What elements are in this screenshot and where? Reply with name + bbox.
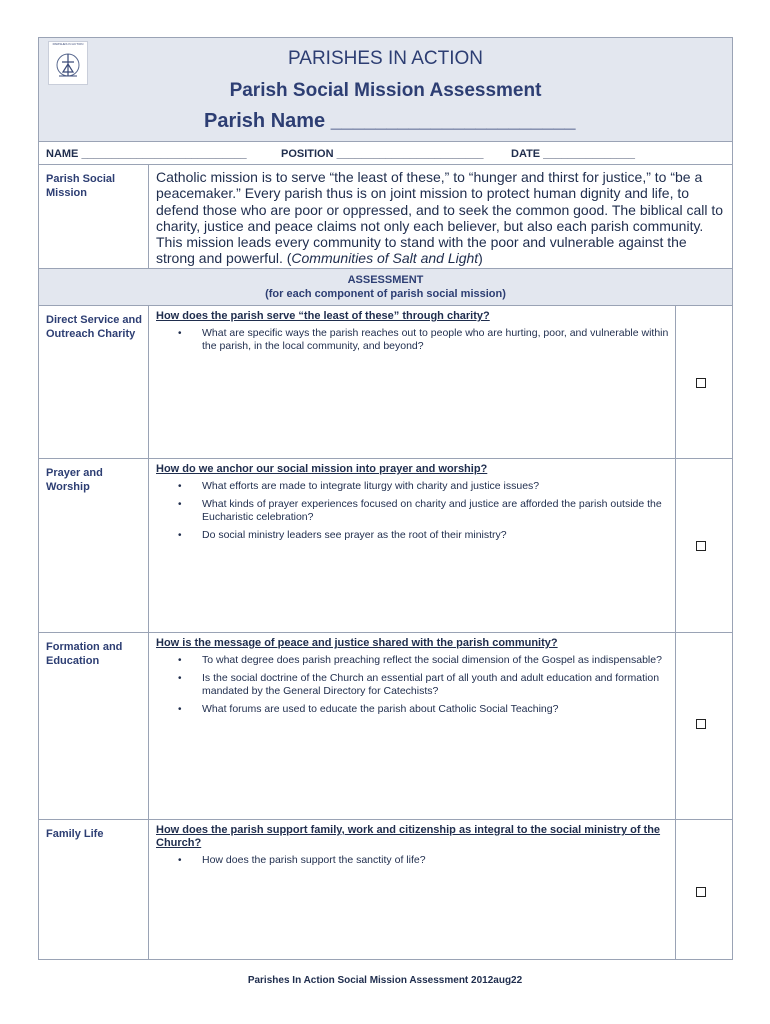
list-item: • Do social ministry leaders see prayer as the root of their ministry? [156, 529, 669, 542]
list-item: • What efforts are made to integrate liturgy with charity and justice issues? [156, 480, 669, 493]
section-label: Formation and Education [39, 633, 149, 819]
section-question: How does the parish serve “the least of these” through charity? [156, 310, 490, 322]
position-field[interactable]: POSITION ________________________ [281, 148, 484, 160]
list-item: • What forums are used to educate the parish about Catholic Social Teaching? [156, 703, 669, 716]
charity-checkbox[interactable] [696, 378, 706, 388]
check-cell [676, 633, 730, 819]
section-label: Family Life [39, 820, 149, 959]
list-item: • Is the social doctrine of the Church an essential part of all youth and adult education and formation mandated by the General Directory for Catechists? [156, 672, 669, 698]
respondent-info-bar [39, 142, 732, 165]
list-item: • To what degree does parish preaching reflect the social dimension of the Gospel as indispensable? [156, 654, 669, 667]
mission-statement [156, 169, 725, 267]
name-field[interactable]: NAME ___________________________ [46, 148, 247, 160]
formation-checkbox[interactable] [696, 719, 706, 729]
program-title: PARISHES IN ACTION [288, 48, 483, 69]
section-question: How do we anchor our social mission into prayer and worship? [156, 463, 488, 475]
mission-body [149, 165, 731, 268]
prayer-checkbox[interactable] [696, 541, 706, 551]
parish-name-field[interactable]: Parish Name ______________________ [204, 110, 576, 132]
section-body [149, 633, 676, 819]
check-cell [676, 459, 730, 632]
assessment-heading [39, 269, 732, 306]
check-cell [676, 306, 730, 458]
section-question: How is the message of peace and justice shared with the parish community? [156, 637, 558, 649]
list-item: • What kinds of prayer experiences focused on charity and justice are afforded the parish outside the Eucharistic celebration? [156, 498, 669, 524]
logo-text: PARISHES IN ACTION [52, 42, 84, 46]
family-checkbox[interactable] [696, 887, 706, 897]
list-item: • What are specific ways the parish reaches out to people who are hurting, poor, and vulnerable within the parish, in the local community, and beyond? [156, 327, 669, 353]
bullet-list [156, 854, 669, 867]
mission-row [39, 165, 732, 269]
form-header [39, 38, 732, 142]
section-label: Prayer and Worship [39, 459, 149, 632]
section-body [149, 459, 676, 632]
section-body [149, 306, 676, 458]
page-footer: Parishes In Action Social Mission Assessment 2012aug22 [247, 975, 523, 986]
form-title: Parish Social Mission Assessment [229, 80, 542, 101]
section-row-family [39, 820, 732, 959]
assessment-form [38, 37, 733, 960]
section-label: Direct Service and Outreach Charity [39, 306, 149, 458]
section-row-prayer [39, 459, 732, 633]
section-row-formation [39, 633, 732, 820]
mission-text-end: ) [478, 250, 483, 267]
section-question: How does the parish support family, work and citizenship as integral to the social ministry of the Church? [156, 824, 661, 849]
bullet-list [156, 480, 669, 542]
section-row-charity [39, 306, 732, 459]
check-cell [676, 820, 730, 959]
bullet-list [156, 327, 669, 353]
mission-text: Catholic mission is to serve “the least of these,” to “hunger and thirst for justice,” to “be a peacemaker.” Every parish thus is on joint mission to protect human dignity and life, to defend those who are poor or oppressed, and to seek the common good. The biblical call to charity, justice and peace claims not only each believer, but also each parish community. This mission leads every community to stand with the poor and vulnerable against the strong and powerful. ( [156, 169, 724, 267]
date-field[interactable]: DATE _______________ [511, 148, 635, 160]
bullet-list [156, 654, 669, 716]
section-body [149, 820, 676, 959]
assessment-subtitle: (for each component of parish social mission) [265, 288, 506, 300]
mission-citation: Communities of Salt and Light [291, 250, 479, 267]
list-item: • How does the parish support the sanctity of life? [156, 854, 669, 867]
mission-label: Parish Social Mission [39, 165, 149, 268]
assessment-title: ASSESSMENT [347, 274, 424, 286]
